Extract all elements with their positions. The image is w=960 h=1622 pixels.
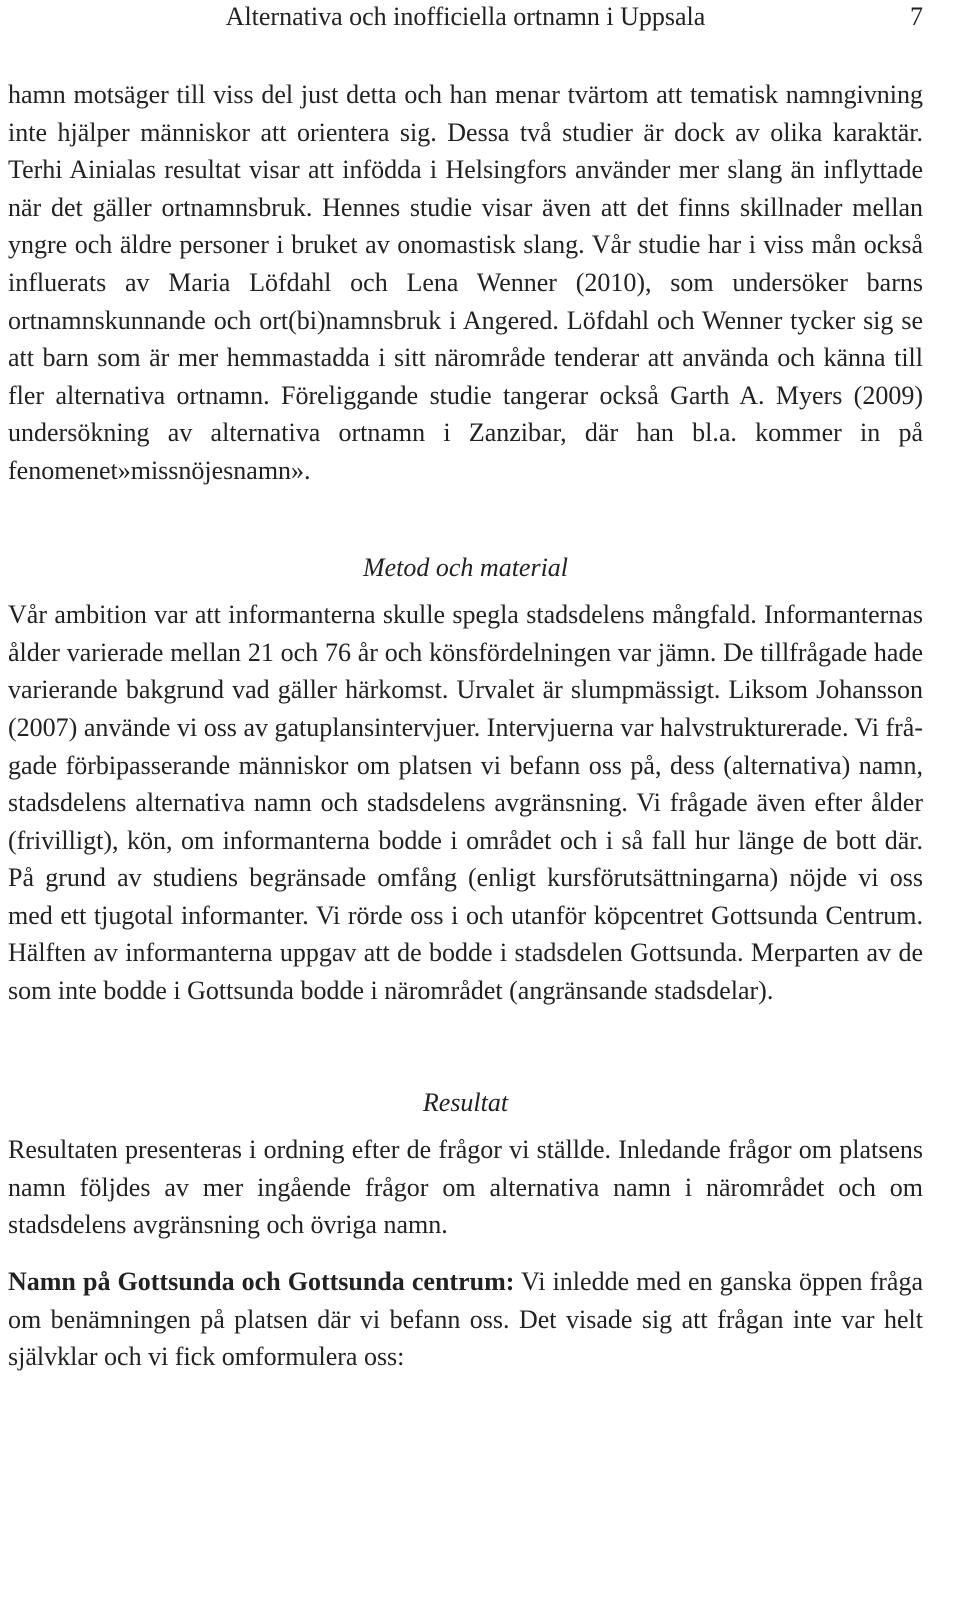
running-title: Alternativa och inofficiella ortnamn i Uppsala (225, 2, 706, 31)
section-heading-resultat: Resultat (422, 1087, 509, 1117)
document-page (8, 0, 923, 1376)
running-header (8, 2, 923, 32)
run-in-heading: Namn på Gottsunda och Gottsunda centrum: (8, 1267, 515, 1297)
body-paragraph: Resultaten presenteras i ordning efter de frågor vi ställde. Inledande frågor om platsens namn följdes av mer ingående frågor om alternativa namn i närområdet och om stadsdelens avgränsning och övriga namn. (8, 1135, 923, 1240)
body-paragraph: hamn motsäger till viss del just detta och han menar tvärtom att tematisk namngivning inte hjälper människor att orientera sig. Dessa två studier är dock av olika karaktär. Terhi Ainialas resultat visar att infödda i Helsingfors använder mer slang än inflyttade när det gäller ortnamnsbruk. Hennes studie visar även att det finns skillnader mellan yngre och äldre personer i bruket av onomastisk slang. Vår studie har i viss mån också influerats av Maria Löfdahl och Lena Wenner (2010), som undersöker barns ortnamnskunnande och ort(bi)namnsbruk i Angered. Löfdahl och Wenner tycker sig se att barn som är mer hemmastadda i sitt närområde tenderar att använda och känna till fler alternativa ortnamn. Föreliggande studie tangerar också Garth A. Myers (2009) undersökning av alternativa ortnamn i Zanzibar, där han bl.a. kommer in på fenomenet»missnöjesnamn». (8, 80, 923, 485)
body-paragraph (8, 1263, 923, 1376)
paragraph-text: Vi inledde med en ganska öppen fråga om benämningen på platsen där vi befann oss. Det visade sig att frågan inte var helt självklar och vi fick omformulera oss: (8, 1267, 924, 1372)
section-heading-metod: Metod och material (362, 552, 569, 582)
body-paragraph: Vår ambition var att informanterna skulle spegla stadsdelens mångfald. Informanternas ålder varierade mellan 21 och 76 år och könsfördelningen var jämn. De tillfrågade hade varierande bakgrund vad gäller härkomst. Urvalet är slumpmässigt. Liksom Johansson (2007) använde vi oss av gatuplansintervjuer. Intervjuerna var halvstrukturerade. Vi frågade förbipasserande människor om platsen vi befann oss på, dess (alternativa) namn, stadsdelens alternativa namn och stadsdelens avgränsning. Vi frågade även efter ålder (frivilligt), kön, om informanterna bodde i området och i så fall hur länge de bott där. På grund av studiens begränsade omfång (enligt kursförutsättningarna) nöjde vi oss med ett tjugotal informanter. Vi rörde oss i och utanför köpcentret Gottsunda Centrum. Hälften av informanterna uppgav att de bodde i stadsdelen Gottsunda. Merparten av de som inte bodde i Gottsunda bodde i närområdet (angränsande stadsdelar). (8, 600, 923, 1006)
page-number: 7 (910, 2, 923, 31)
